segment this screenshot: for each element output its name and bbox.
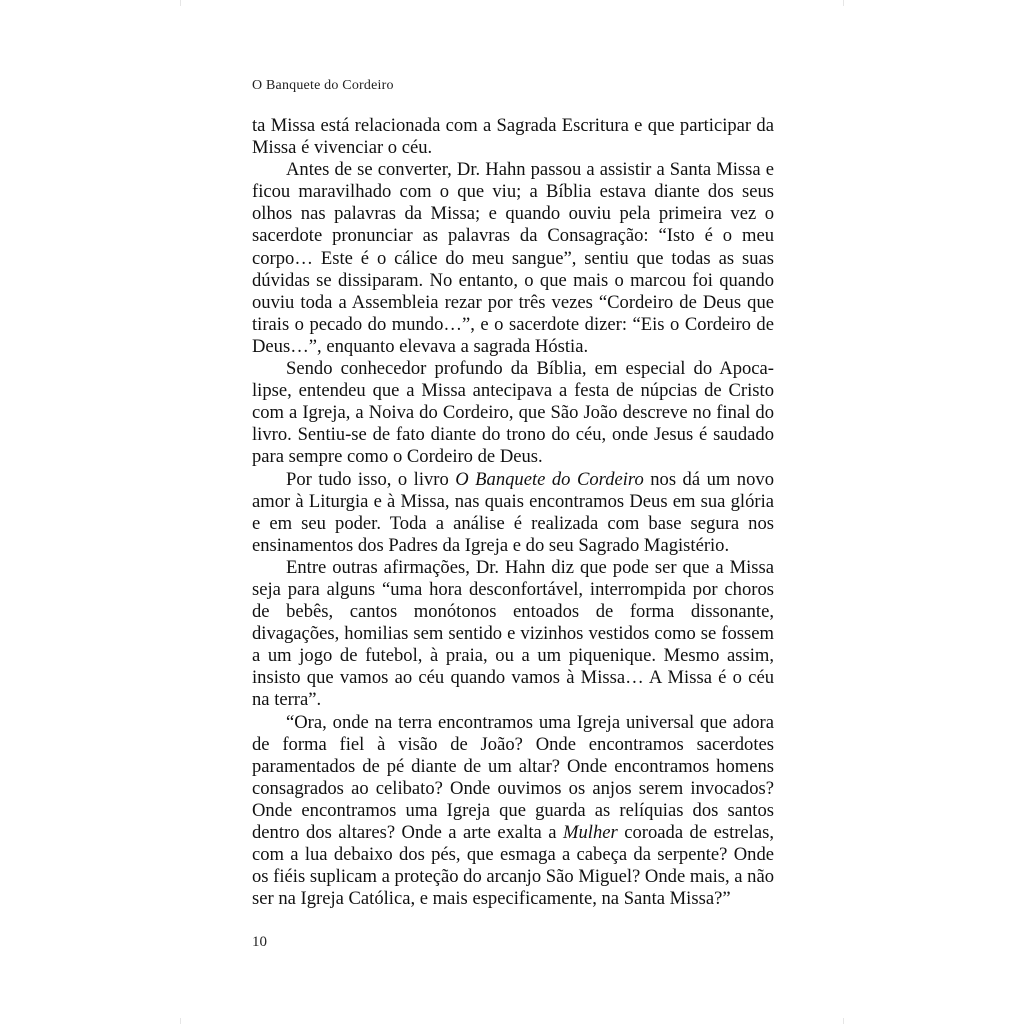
crop-mark (180, 1018, 181, 1024)
text-run: nos dá um novo amor à Liturgia e à Missa, nas quais encontramos Deus em sua glória e em seu poder. Toda a análise é realizada com base segura nos ensinamentos dos Padres da Igreja e do seu Sagrado Magistério. (252, 468, 774, 556)
paragraph (252, 557, 774, 712)
crop-mark (180, 0, 181, 6)
paragraph (252, 469, 774, 557)
paragraph (252, 712, 774, 911)
text-run: coroada de estrelas, com a lua debaixo dos pés, que esmaga a cabeça da serpente? Onde os fiéis suplicam a proteção do arcanjo São Miguel? Onde mais, a não ser na Igreja Católica, e mais especificamente, na Santa Missa?” (252, 822, 775, 910)
crop-mark (843, 1018, 844, 1024)
running-header: O Banquete do Cordeiro (252, 78, 394, 93)
text-run: Antes de se converter, Dr. Hahn passou a assistir a Santa Missa e ficou maravilhado com o que viu; a Bíblia estava diante dos seus olhos nas palavras da Missa; e quando ouviu pela primeira vez o sacerdote pronunciar as palavras da Consagração: “Isto é o meu corpo… Este é o cálice do meu sangue”, sentiu que todas as suas dúvidas se dissiparam. No entanto, o que mais o marcou foi quando ouviu toda a Assembleia rezar por três vezes “Cordeiro de Deus que tirais o pecado do mundo…”, e o sacerdote dizer: “Eis o Cordeiro de Deus…”, enquanto elevava a sagrada Hóstia. (252, 159, 774, 357)
crop-mark (843, 0, 844, 6)
italic-text: Mulher (563, 822, 618, 843)
body-text (252, 115, 774, 910)
text-run: Sendo conhecedor profundo da Bíblia, em especial do Apocalipse, entendeu que a Missa antecipava a festa de núpcias de Cristo com a Igreja, a Noiva do Cordeiro, que São João descreve no final do livro. Sentiu-se de fato diante do trono do céu, onde Jesus é saudado para sempre como o Cordeiro de Deus. (252, 358, 774, 468)
italic-text: O Banquete do Cordeiro (455, 468, 644, 490)
text-run: “Ora, onde na terra encontramos uma Igreja universal que adora de forma fiel à visão de João? Onde encontramos sacerdotes paramentados de pé diante de um altar? Onde encontramos homens consagrados ao celibato? Onde ouvimos os anjos serem invocados? Onde encontramos uma Igreja que guarda as relíquias dos santos dentro dos altares? Onde a arte exalta a (252, 711, 774, 843)
paragraph (252, 115, 774, 159)
paragraph (252, 159, 774, 358)
text-run: ta Missa está relacionada com a Sagrada Escritura e que participar da Missa é vivenciar o céu. (252, 115, 774, 159)
text-run: Por tudo isso, o livro (286, 468, 456, 490)
text-run: Entre outras afirmações, Dr. Hahn diz que pode ser que a Missa seja para alguns “uma hora desconfortável, interrompida por choros de bebês, cantos monótonos entoados de forma dissonante, divagações, homilias sem sentido e vizinhos vestidos como se fossem a um jogo de futebol, à praia, ou a um piquenique. Mesmo assim, insisto que vamos ao céu quando vamos à Missa… A Missa é o céu na terra”. (252, 556, 774, 711)
paragraph (252, 358, 774, 468)
page-number: 10 (252, 934, 267, 950)
